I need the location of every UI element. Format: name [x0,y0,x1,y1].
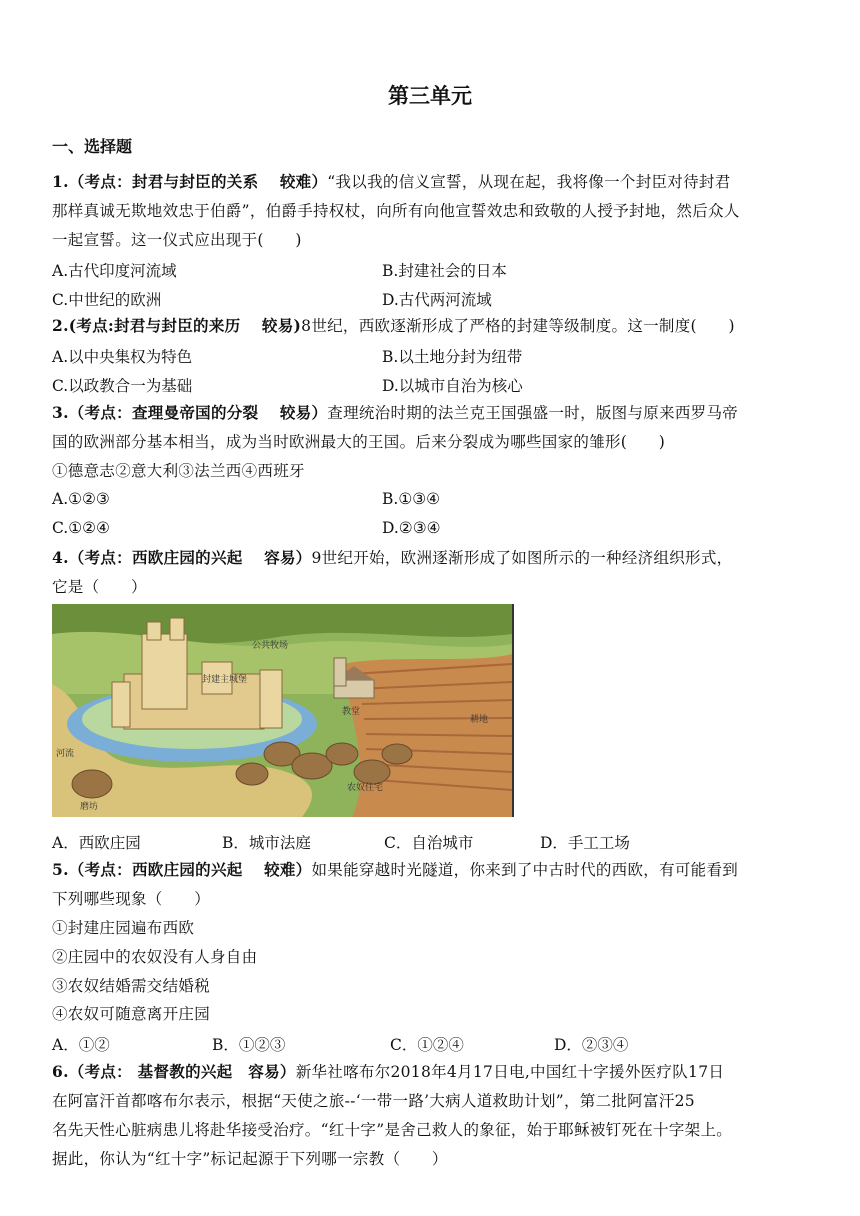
question-1-line-3: 一起宣誓。这一仪式应出现于( ) [52,231,302,249]
label-church: 教堂 [342,707,361,717]
question-5-option-a: A．①② [52,1036,110,1054]
question-1-option-c: C.中世纪的欧洲 [52,291,162,309]
question-6-line-4: 据此，你认为“红十字”标记起源于下列哪一宗教（ ） [52,1150,448,1168]
question-6-line-1 [52,1062,812,1082]
label-field: 耕地 [470,715,489,725]
question-4-option-d: D．手工工场 [540,834,630,852]
question-3-line-3: ①德意志②意大利③法兰西④西班牙 [52,462,305,480]
question-1-option-b: B.封建社会的日本 [382,262,507,280]
question-3-text: 查理统治时期的法兰克王国强盛一时，版图与原来西罗马帝 [327,404,739,422]
label-mill: 磨坊 [80,802,99,812]
question-5-option-b: B．①②③ [212,1036,286,1054]
question-1-topic: 1.（考点：封君与封臣的关系 较难） [52,172,328,191]
question-2-option-c: C.以政教合一为基础 [52,377,193,395]
question-3-topic: 3.（考点：查理曼帝国的分裂 较易） [52,403,328,422]
question-2-option-a: A.以中央集权为特色 [52,348,193,366]
question-3-line-1 [52,403,812,423]
question-4-line-1 [52,548,812,568]
question-6-text: 新华社喀布尔2018年4月17日电,中国红十字援外医疗队17日 [295,1063,725,1081]
question-5-statement-1: ①封建庄园遍布西欧 [52,919,195,937]
question-2-text: 8世纪，西欧逐渐形成了严格的封建等级制度。这一制度( ) [301,317,735,335]
question-3-line-2: 国的欧洲部分基本相当，成为当时欧洲最大的王国。后来分裂成为哪些国家的雏形( ) [52,433,666,451]
section-heading: 一、选择题 [52,137,133,156]
label-serf-house: 农奴住宅 [347,783,384,793]
question-4-option-a: A．西欧庄园 [52,834,141,852]
label-pasture: 公共牧场 [252,641,289,651]
question-2-option-d: D.以城市自治为核心 [382,377,523,395]
question-1-text: “我以我的信义宣誓，从现在起，我将像一个封臣对待封君 [327,173,731,191]
question-3-option-b: B.①③④ [382,490,441,508]
question-5-line-1 [52,860,812,880]
question-5-statement-3: ③农奴结婚需交结婚税 [52,977,211,995]
question-4-option-b: B．城市法庭 [222,834,311,852]
question-6-line-2: 在阿富汗首都喀布尔表示，根据“天使之旅--‘一带一路’大病人道救助计划”，第二批阿富汗25 [52,1092,695,1110]
question-4-option-c: C．自治城市 [384,834,474,852]
question-1-option-a: A.古代印度河流域 [52,262,177,280]
question-4-line-2: 它是（ ） [52,578,147,596]
question-2-line-1 [52,316,812,336]
question-4-topic: 4.（考点：西欧庄园的兴起 容易） [52,548,312,567]
question-4-text: 9世纪开始，欧洲逐渐形成了如图所示的一种经济组织形式， [311,549,733,567]
question-5-statement-2: ②庄园中的农奴没有人身自由 [52,948,258,966]
label-castle: 封建主城堡 [202,675,248,685]
question-2-option-b: B.以土地分封为纽带 [382,348,523,366]
question-1-line-1 [52,172,812,192]
question-5-statement-4: ④农奴可随意离开庄园 [52,1005,211,1023]
page-title: 第三单元 [388,83,472,108]
question-3-option-c: C.①②④ [52,519,110,537]
question-3-option-a: A.①②③ [52,490,110,508]
question-1-line-2: 那样真诚无欺地效忠于伯爵”，伯爵手持权杖，向所有向他宣誓效忠和致敬的人授予封地，然后众人 [52,202,740,220]
manor-illustration [52,604,514,817]
question-2-topic: 2.(考点:封君与封臣的来历 较易) [52,316,302,335]
question-6-line-3: 名先天性心脏病患儿将赴华接受治疗。“红十字”是舍己救人的象征，始于耶稣被钉死在十字架上。 [52,1121,733,1139]
question-1-option-d: D.古代两河流域 [382,291,492,309]
question-3-option-d: D.②③④ [382,519,441,537]
question-5-option-d: D．②③④ [554,1036,629,1054]
label-river: 河流 [56,749,75,759]
question-5-line-2: 下列哪些现象（ ） [52,890,211,908]
question-6-topic: 6.（考点： 基督教的兴起 容易） [52,1062,296,1081]
question-5-text: 如果能穿越时光隧道，你来到了中古时代的西欧，有可能看到 [311,861,739,879]
question-5-option-c: C．①②④ [390,1036,464,1054]
question-5-topic: 5.（考点：西欧庄园的兴起 较难） [52,860,312,879]
